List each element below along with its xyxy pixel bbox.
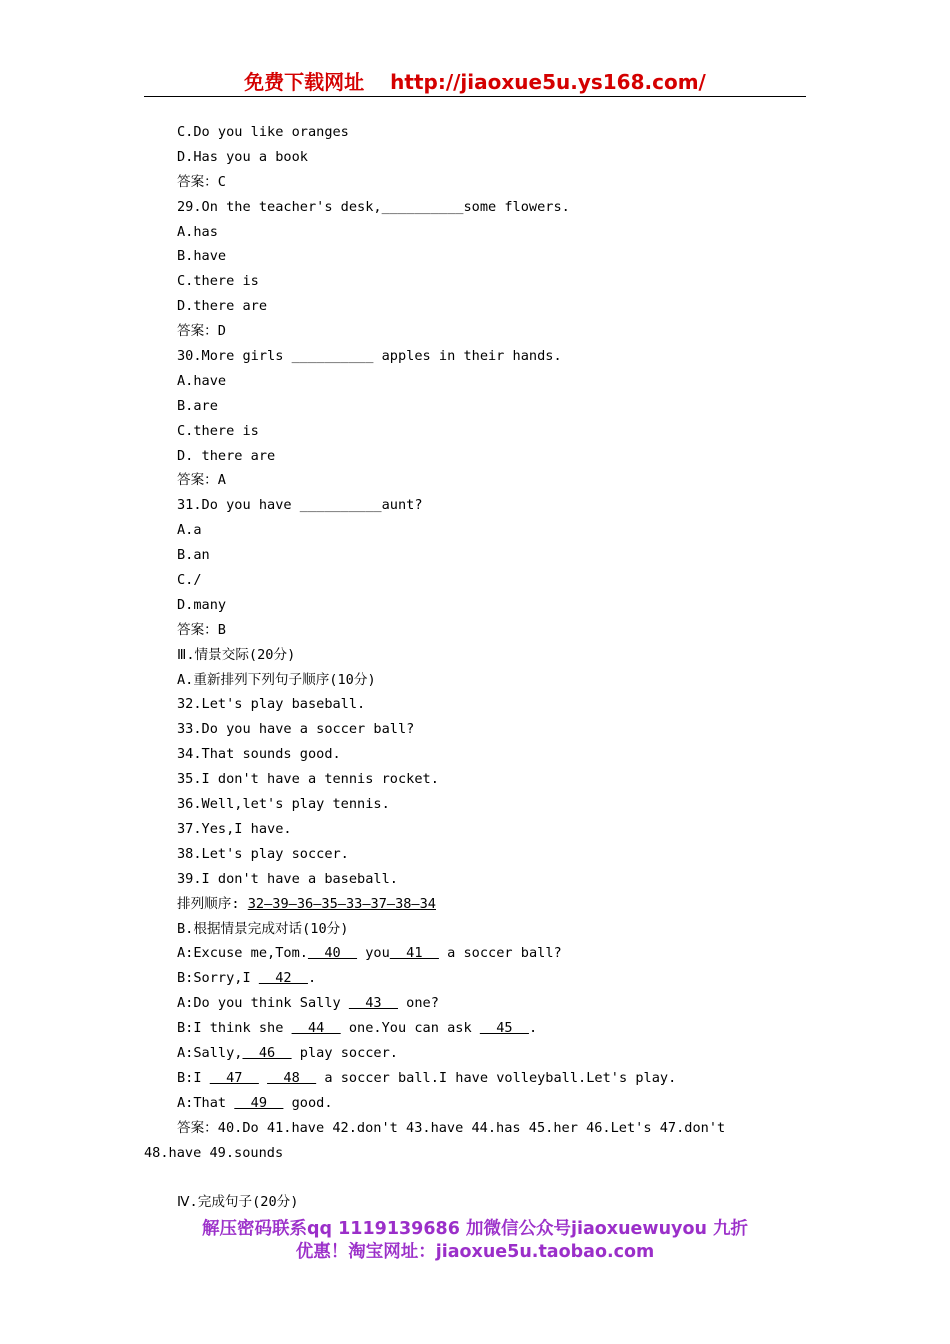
text-line: 33.Do you have a soccer ball? <box>177 721 415 738</box>
text-line: B.are <box>177 397 218 414</box>
dialogue-text: a soccer ball? <box>438 945 562 962</box>
text-line: 答案：A <box>177 472 226 489</box>
document-body <box>144 120 817 1215</box>
dialogue-line-2 <box>177 966 817 991</box>
order-line <box>177 892 817 917</box>
text-line: C.there is <box>177 422 259 439</box>
dialogue-text: a soccer ball.I have volleyball.Let's play. <box>316 1069 677 1086</box>
dialogue-text: A:Sally, <box>177 1044 243 1061</box>
dialogue-line-5 <box>177 1041 817 1066</box>
order-label: 排列顺序: <box>177 895 248 912</box>
text-line: 34.That sounds good. <box>177 746 341 763</box>
question-lines <box>177 120 817 892</box>
dialogue-line-1 <box>177 941 817 966</box>
text-line: 36.Well,let's play tennis. <box>177 796 390 813</box>
footer-line-1: 解压密码联系qq 1119139686 加微信公众号jiaoxuewuyou 九折 <box>201 1219 749 1239</box>
order-answer: 32—39—36—35—33—37—38—34 <box>247 895 436 912</box>
dialogue-text: B:Sorry,I <box>177 970 259 987</box>
dialogue-line-3 <box>177 991 817 1016</box>
dialogue-text: one? <box>397 995 439 1012</box>
text-line: 29.On the teacher's desk,__________some flowers. <box>177 198 570 215</box>
dialogue-text: A:That <box>177 1094 235 1111</box>
dialogue-text: B:I <box>177 1069 210 1086</box>
text-line: Ⅲ.情景交际(20分) <box>177 646 296 663</box>
dialogue-blank: 47 <box>209 1069 259 1086</box>
page-footer <box>144 1218 806 1264</box>
dialogue-text <box>259 1070 267 1086</box>
dialogue-blank: 46 <box>242 1044 292 1061</box>
page-header <box>144 66 806 97</box>
dialogue-text: play soccer. <box>291 1044 398 1061</box>
dialogue-blank: 49 <box>234 1094 284 1111</box>
text-line: A.重新排列下列句子顺序(10分) <box>177 671 376 688</box>
dialogue-text: . <box>307 970 317 987</box>
dialogue-text: . <box>528 1020 538 1037</box>
text-line: D.Has you a book <box>177 148 308 165</box>
text-line: 39.I don't have a baseball. <box>177 870 398 887</box>
text-line: 37.Yes,I have. <box>177 820 292 837</box>
dialogue-line-7 <box>177 1091 817 1116</box>
header-label: 免费下载网址 <box>244 70 365 94</box>
dialogue-text: one.You can ask <box>340 1020 480 1037</box>
text-line: A.has <box>177 223 218 240</box>
text-line: D. there are <box>177 447 276 464</box>
answers-line-2: 48.have 49.sounds <box>144 1144 284 1161</box>
dialogue-text: B:I think she <box>177 1020 292 1037</box>
dialogue-blank: 45 <box>479 1020 529 1037</box>
text-line: B.an <box>177 547 210 564</box>
text-line: 答案：C <box>177 173 226 190</box>
dialogue-text: you <box>357 945 390 962</box>
text-line: 32.Let's play baseball. <box>177 696 366 713</box>
dialogue-blank: 44 <box>291 1020 341 1037</box>
dialogue-blank: 40 <box>307 945 358 962</box>
text-line: D.many <box>177 596 227 613</box>
text-line: 30.More girls __________ apples in their hands. <box>177 348 562 365</box>
footer-line-2: 优惠！淘宝网址：jiaoxue5u.taobao.com <box>295 1242 655 1262</box>
dialogue-blank: 42 <box>258 970 308 987</box>
dialogue-line-6 <box>177 1066 817 1091</box>
dialogue-text: A:Excuse me,Tom. <box>177 945 308 962</box>
text-line: C.Do you like oranges <box>177 124 349 140</box>
text-line: 答案：B <box>177 621 226 638</box>
dialogue-blank: 48 <box>267 1069 317 1086</box>
section-iv-heading: Ⅳ.完成句子(20分) <box>177 1194 299 1211</box>
text-line: C./ <box>177 572 202 589</box>
dialogue-blank: 41 <box>389 945 439 962</box>
dialogue-blank: 43 <box>348 995 398 1012</box>
text-line: 答案：D <box>177 323 226 340</box>
section-b-heading: B.根据情景完成对话(10分) <box>177 920 349 937</box>
blank-gap <box>177 1165 817 1190</box>
text-line: A.have <box>177 372 227 389</box>
text-line: D.there are <box>177 298 268 315</box>
dialogue-text: good. <box>283 1094 333 1111</box>
header-url[interactable]: http://jiaoxue5u.ys168.com/ <box>390 70 706 94</box>
text-line: 38.Let's play soccer. <box>177 845 349 862</box>
answers-line-1: 答案：40.Do 41.have 42.don't 43.have 44.has 45.her 46.Let's 47.don't <box>177 1119 726 1136</box>
text-line: 35.I don't have a tennis rocket. <box>177 771 439 788</box>
text-line: 31.Do you have __________aunt? <box>177 497 423 514</box>
dialogue-line-4 <box>177 1016 817 1041</box>
text-line: A.a <box>177 522 202 539</box>
text-line: C.there is <box>177 273 259 290</box>
dialogue-text: A:Do you think Sally <box>177 995 349 1012</box>
text-line: B.have <box>177 248 227 265</box>
